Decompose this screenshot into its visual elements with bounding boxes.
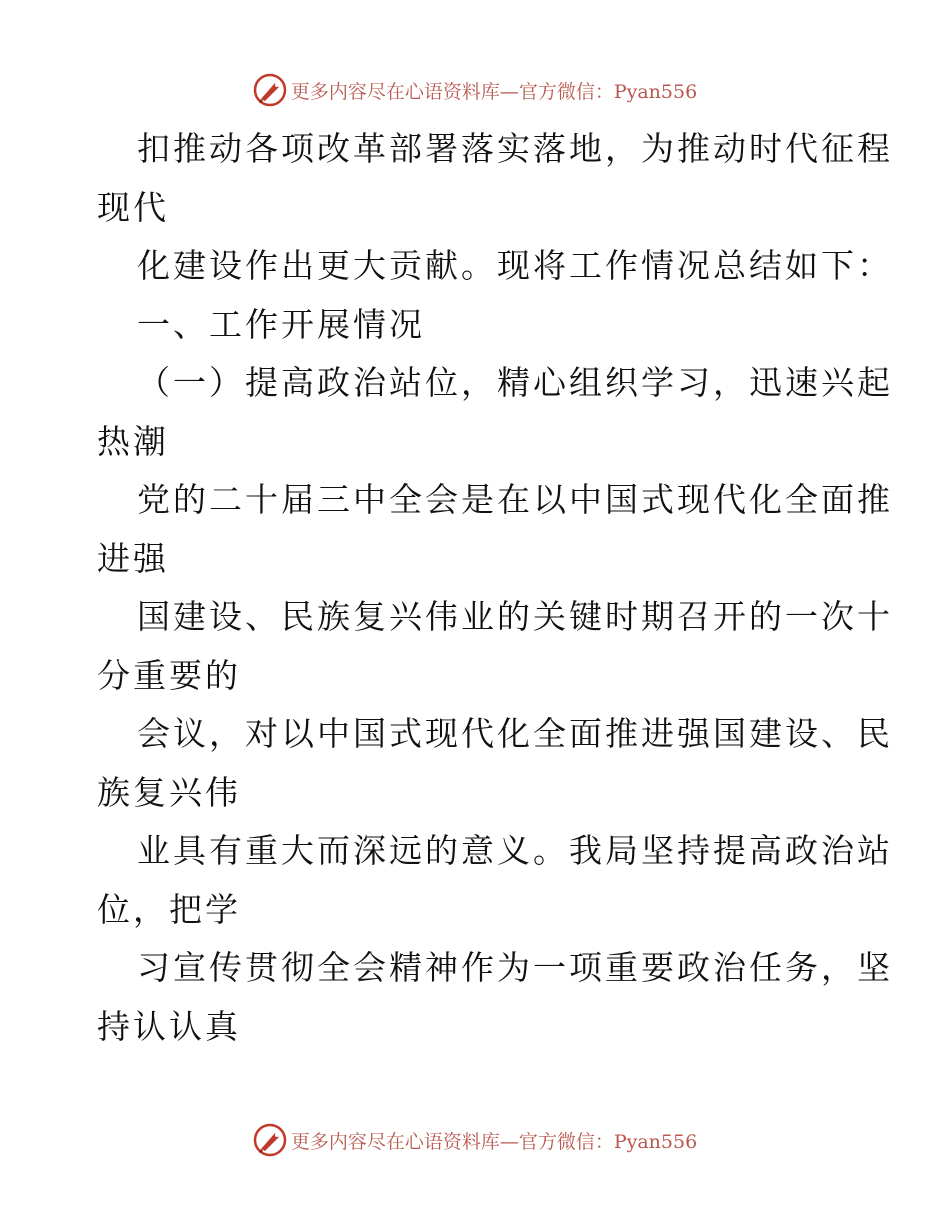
document-body (97, 120, 893, 1056)
text-line: 会议，对以中国式现代化全面推进强国建设、民 (137, 714, 893, 753)
footer-watermark-text: 更多内容尽在心语资料库—官方微信：Pyan556 (290, 1130, 698, 1153)
text-line: 国建设、民族复兴伟业的关键时期召开的一次十 (137, 597, 893, 636)
text-line: 位，把学 (97, 889, 241, 929)
text-line: 业具有重大而深远的意义。我局坚持提高政治站 (137, 831, 893, 870)
text-line: 一、工作开展情况 (137, 304, 425, 344)
text-line: 化建设作出更大贡献。现将工作情况总结如下： (137, 246, 893, 285)
pen-logo-icon (253, 1123, 287, 1157)
pen-logo-icon (253, 73, 287, 107)
header-watermark-banner (0, 70, 950, 110)
text-line: 族复兴伟 (97, 772, 241, 812)
text-line: 进强 (97, 538, 169, 578)
text-line: 扣推动各项改革部署落实落地，为推动时代征程 (137, 129, 893, 168)
text-line: 分重要的 (97, 655, 241, 695)
text-line: 党的二十届三中全会是在以中国式现代化全面推 (137, 480, 893, 519)
text-line: 热潮 (97, 421, 169, 461)
text-line: 习宣传贯彻全会精神作为一项重要政治任务，坚 (137, 948, 893, 987)
header-watermark-text: 更多内容尽在心语资料库—官方微信：Pyan556 (290, 80, 698, 103)
text-line: 持认认真 (97, 1006, 241, 1046)
text-line: （一）提高政治站位，精心组织学习，迅速兴起 (137, 363, 893, 402)
text-line: 现代 (97, 187, 169, 227)
footer-watermark-banner (0, 1120, 950, 1160)
